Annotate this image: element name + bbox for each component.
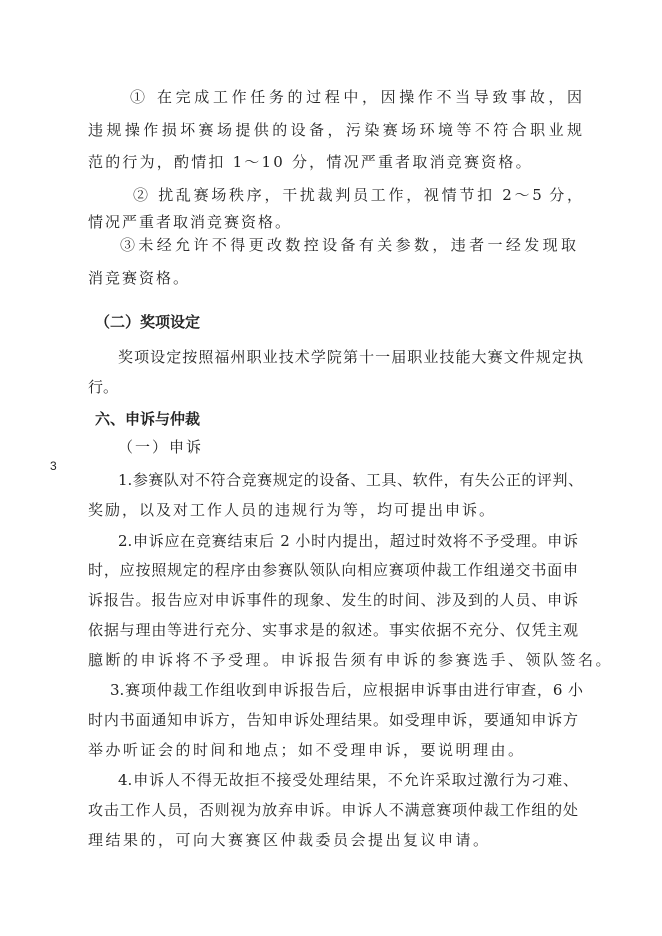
margin-number: 3	[50, 459, 57, 473]
text-line: 1.参赛队对不符合竞赛规定的设备、工具、软件，有失公正的评判、	[118, 471, 583, 489]
section-heading-awards: （二）奖项设定	[95, 313, 201, 331]
text-line: 奖励，以及对工作人员的违规行为等，均可提出申诉。	[88, 501, 497, 519]
text-line: 违规操作损坏赛场提供的设备，污染赛场环境等不符合职业规	[88, 121, 582, 139]
text-line: ① 在完成工作任务的过程中，因操作不当导致事故，因	[130, 88, 582, 106]
text-line: 情况严重者取消竞赛资格。	[88, 213, 293, 231]
text-line: 行。	[88, 378, 119, 396]
text-line: 消竞赛资格。	[88, 269, 191, 287]
text-line: ② 扰乱赛场秩序，干扰裁判员工作，视情节扣 2～5 分，	[133, 186, 582, 204]
text-line: 攻击工作人员，否则视为放弃申诉。申诉人不满意赛项仲裁工作组的处	[88, 801, 578, 819]
text-line: 时内书面通知申诉方，告知申诉处理结果。如受理申诉，要通知申诉方	[88, 711, 578, 729]
text-line: 臆断的申诉将不予受理。申诉报告须有申诉的参赛选手、领队签名。	[88, 651, 614, 669]
text-line: 时，应按照规定的程序由参赛队领队向相应赛项仲裁工作组递交书面申	[88, 561, 578, 579]
text-line: 举办听证会的时间和地点；如不受理申诉，要说明理由。	[88, 741, 526, 759]
text-line: 奖项设定按照福州职业技术学院第十一届职业技能大赛文件规定执	[118, 348, 583, 366]
text-line: ③未经允许不得更改数控设备有关参数，违者一经发现取	[120, 236, 576, 254]
section-heading-appeal: 六、申诉与仲裁	[95, 410, 201, 428]
text-line: 2.申诉应在竞赛结束后 2 小时内提出，超过时效将不予受理。申诉	[118, 532, 578, 550]
text-line: 诉报告。报告应对申诉事件的现象、发生的时间、涉及到的人员、申诉	[88, 591, 578, 609]
text-line: 3.赛项仲裁工作组收到申诉报告后，应根据申诉事由进行审查，6 小	[110, 681, 583, 699]
text-line: 范的行为，酌情扣 1～10 分，情况严重者取消竞赛资格。	[88, 153, 533, 171]
text-line: 4.申诉人不得无故拒不接受处理结果，不允许采取过激行为刁难、	[118, 771, 578, 789]
text-line: 依据与理由等进行充分、实事求是的叙述。事实依据不充分、仅凭主观	[88, 621, 578, 639]
text-line: 理结果的，可向大赛赛区仲裁委员会提出复议申请。	[88, 831, 491, 849]
subheading-appeal: （一）申诉	[118, 438, 204, 456]
